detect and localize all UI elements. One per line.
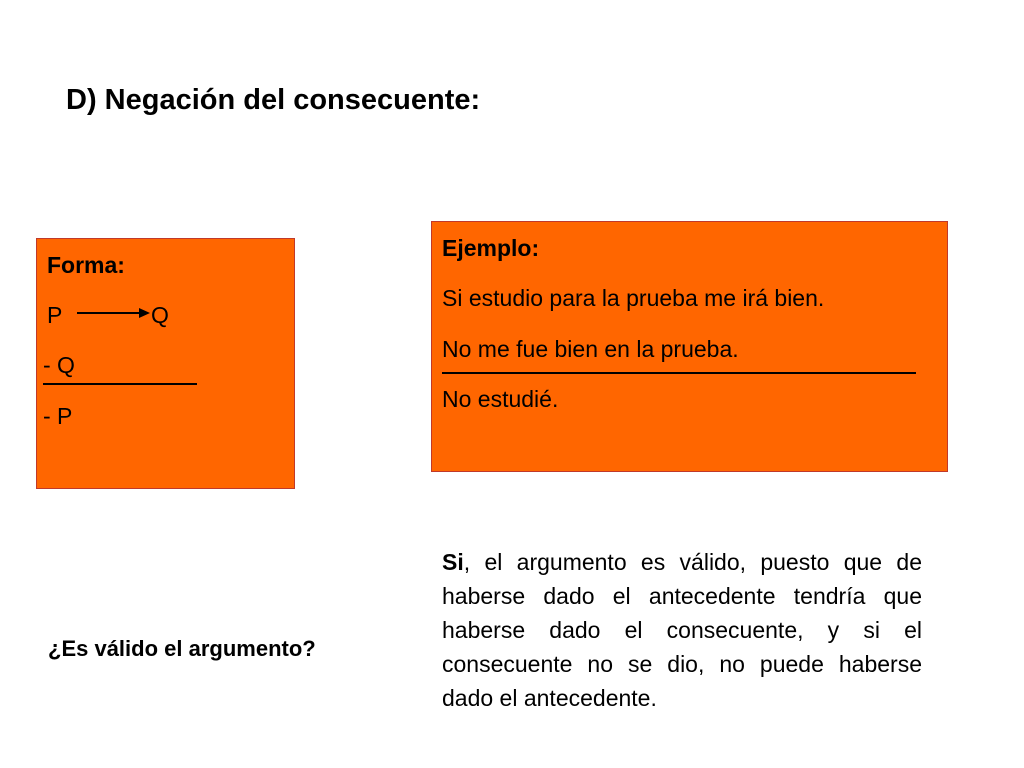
forma-conclusion-rule — [43, 383, 197, 385]
validity-answer — [442, 545, 922, 715]
ejemplo-conclusion: No estudié. — [442, 386, 559, 412]
page-title-colon: : — [470, 84, 481, 116]
forma-premise-p: P — [47, 302, 63, 328]
page-title-main: D) Negación del consecuente — [66, 84, 471, 116]
page-title — [66, 84, 480, 117]
implication-arrow-icon — [77, 305, 151, 321]
answer-text: , el argumento es válido, puesto que de haberse dado el antecedente tendría que haberse dado el consecuente, y si el consecuente no se dio, no puede haberse dado el antecedente. — [442, 549, 922, 711]
validity-question: ¿Es válido el argumento? — [48, 636, 316, 661]
ejemplo-box — [431, 221, 948, 472]
forma-box — [36, 238, 295, 489]
ejemplo-conclusion-rule — [442, 372, 916, 374]
ejemplo-premise-2: No me fue bien en la prueba. — [442, 336, 739, 362]
forma-premise-not-q: - Q — [43, 352, 75, 378]
ejemplo-premise-1: Si estudio para la prueba me irá bien. — [442, 285, 825, 311]
forma-premise-q: Q — [151, 302, 169, 328]
ejemplo-heading: Ejemplo: — [442, 235, 540, 261]
answer-bold-word: Si — [442, 549, 464, 575]
forma-heading: Forma: — [47, 252, 125, 278]
forma-conclusion-not-p: - P — [43, 403, 73, 429]
